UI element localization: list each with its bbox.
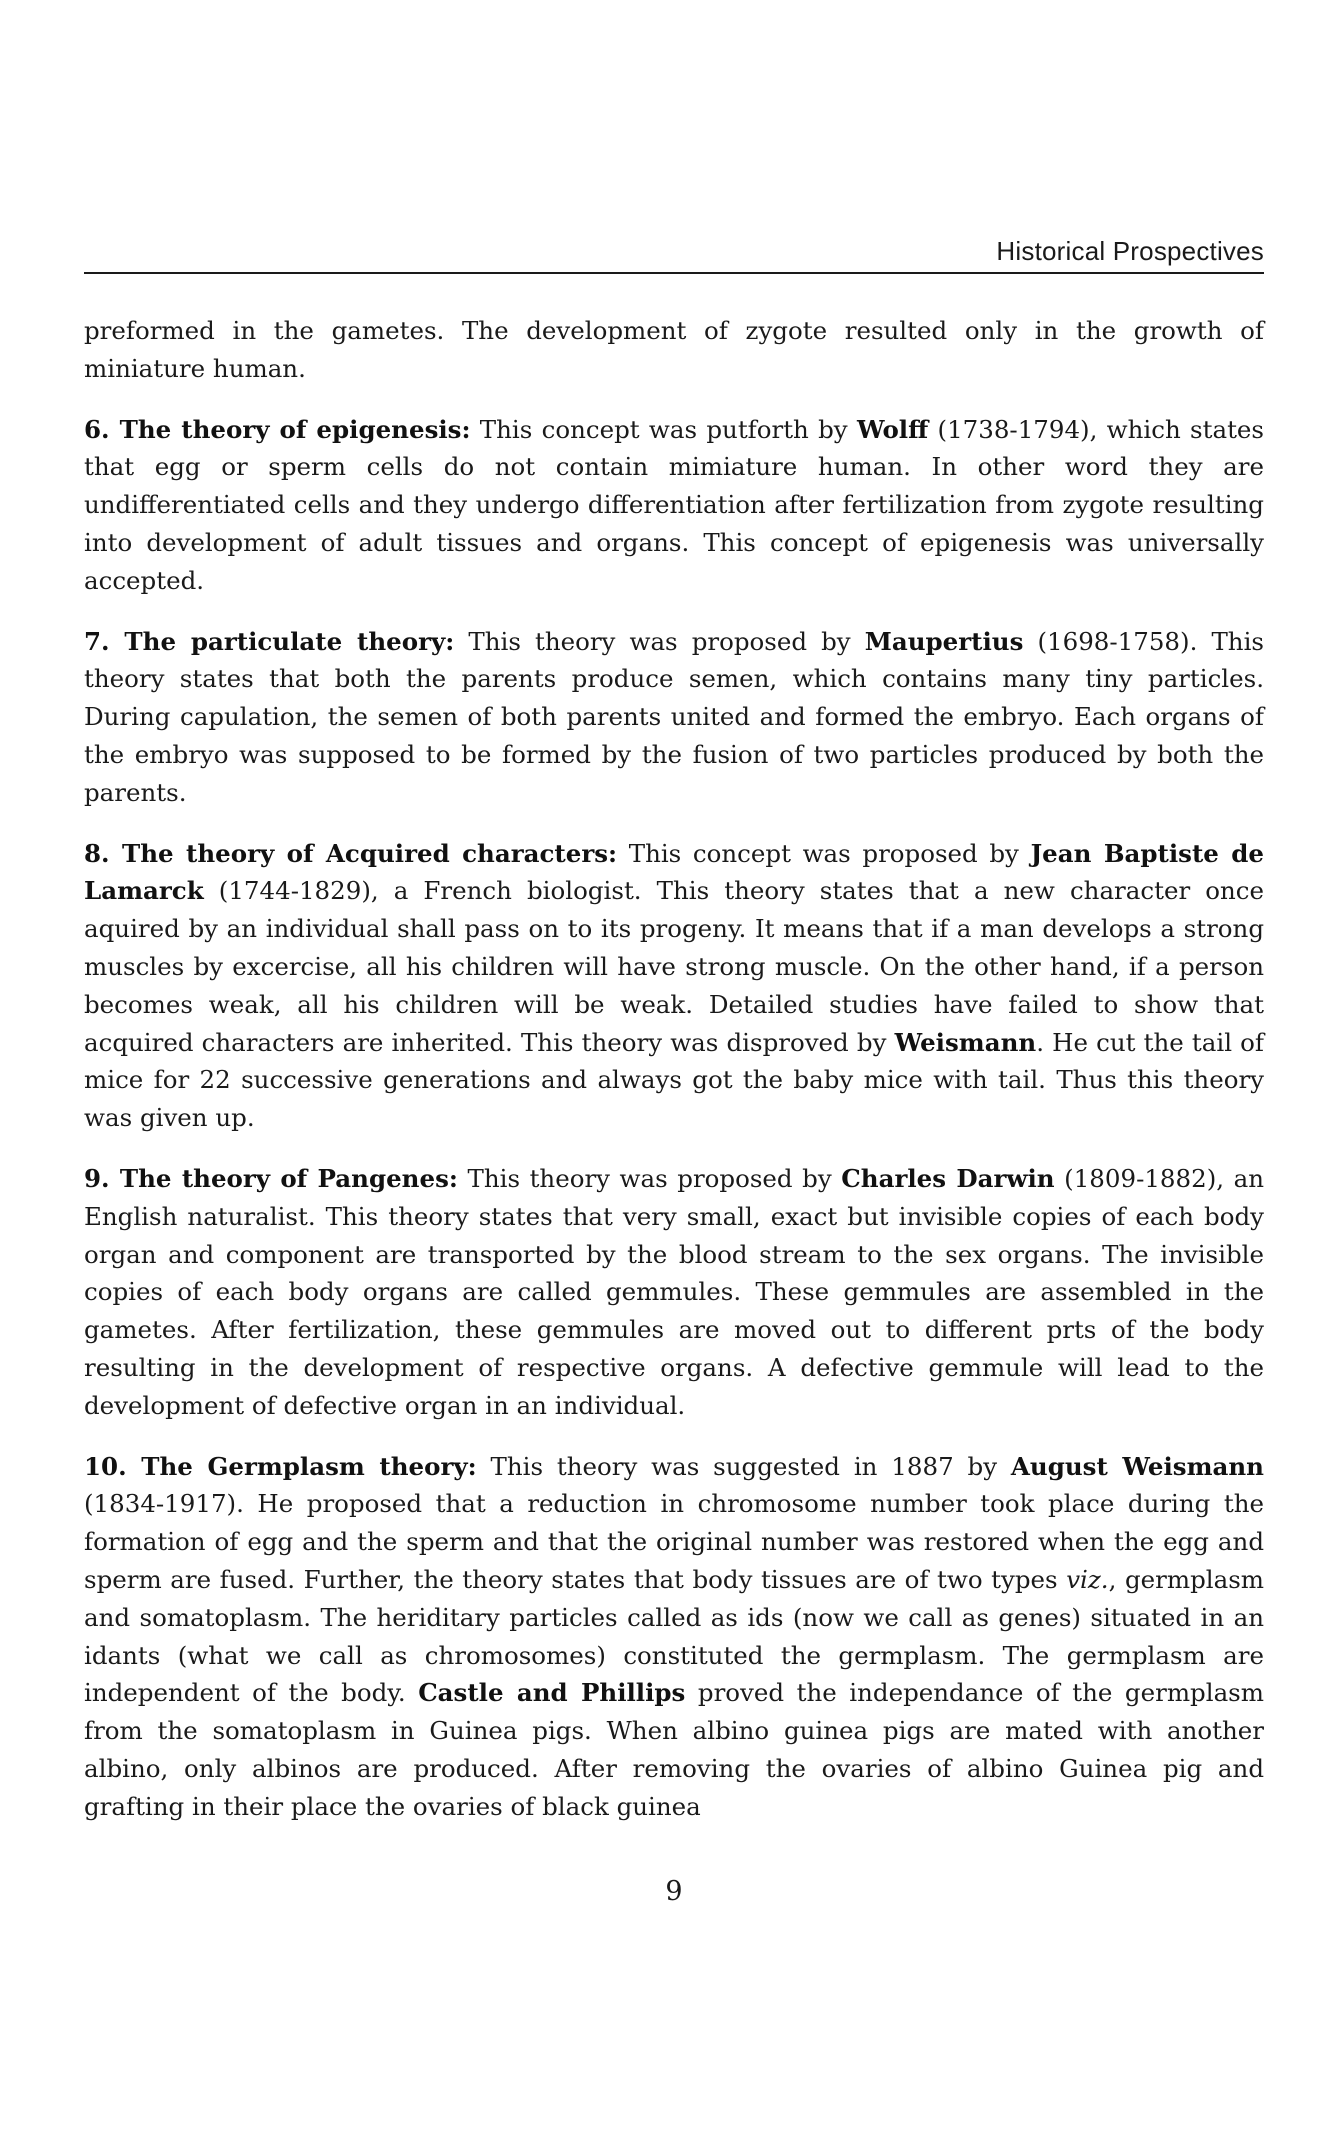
paragraph-text: proved the independance of the germplasm from the somatoplasm in Guinea pigs. When albino guinea pigs are mated with another albino, only albinos are produced. After removing the ovaries of albino Guinea pig and grafting in their place the ovaries of black guinea (84, 1678, 1264, 1821)
page-body (84, 312, 1264, 1848)
person-name: Castle and Phillips (418, 1678, 686, 1708)
person-name: Weismann (894, 1027, 1037, 1057)
section-heading: 7. The particulate theory: (84, 626, 455, 656)
paragraph-text: preformed in the gametes. The development of zygote resulted only in the growth of miniature human. (84, 316, 1264, 383)
section-heading: 10. The Germplasm theory: (84, 1451, 477, 1481)
person-name: August Weismann (1010, 1451, 1264, 1481)
header-rule (84, 272, 1264, 274)
paragraph-germplasm (84, 1448, 1264, 1826)
italic-term: viz. (1066, 1564, 1109, 1594)
paragraph-text: (1834-1917). He proposed that a reduction in chromosome number took place during the formation of egg and the sperm and that the original number was restored when the egg and sperm are fused. Further, the theory states that body tissues are of two types (84, 1489, 1264, 1594)
paragraph-text: This concept was proposed by (617, 838, 1031, 868)
person-name: Jean Baptiste de Lamarck (84, 838, 1265, 906)
section-heading: 9. The theory of Pangenes: (84, 1163, 458, 1193)
section-heading: 8. The theory of Acquired characters: (84, 838, 618, 868)
running-header: Historical Prospectives (996, 236, 1264, 266)
person-name: Charles Darwin (841, 1163, 1055, 1193)
paragraph-pangenes (84, 1160, 1264, 1425)
paragraph-acquired-characters (84, 835, 1264, 1137)
paragraph-text: This concept was putforth by (470, 414, 857, 444)
paragraph-text: , germplasm and somatoplasm. The heriditary particles called as ids (now we call as genes) situated in an idants (what we call as chromosomes) constituted the germplasm. The germplasm are independent of the body. (84, 1564, 1264, 1708)
paragraph-epigenesis (84, 411, 1264, 600)
paragraph-particulate (84, 623, 1264, 812)
paragraph-text: This theory was proposed by (457, 1163, 842, 1193)
person-name: Maupertius (864, 626, 1024, 656)
paragraph-text: (1744-1829), a French biologist. This theory states that a new character once aquired by an individual shall pass on to its progeny. It means that if a man develops a strong muscles by excercise, all his children will have strong muscle. On the other hand, if a person becomes weak, all his children will be weak. Detailed studies have failed to show that acquired characters are inherited. This theory was disproved by (84, 876, 1264, 1057)
paragraph-text: This theory was suggested in 1887 by (476, 1451, 1011, 1481)
section-heading: 6. The theory of epigenesis: (84, 414, 471, 444)
paragraph-text: (1809-1882), an English naturalist. This theory states that very small, exact but invisible copies of each body organ and component are transported by the blood stream to the sex organs. The invisible copies of each body organs are called gemmules. These gemmules are assembled in the gametes. After fertilization, these gemmules are moved out to different prts of the body resulting in the development of respective organs. A defective gemmule will lead to the development of defective organ in an individual. (84, 1163, 1264, 1420)
paragraph-text: (1738-1794), which states that egg or sperm cells do not contain mimiature human. In other word they are undifferentiated cells and they undergo differentiation after fertilization from zygote resulting into development of adult tissues and organs. This concept of epigenesis was universally accepted. (84, 414, 1265, 595)
paragraph-text: This theory was proposed by (454, 626, 865, 656)
person-name: Wolff (856, 414, 929, 444)
paragraph-continuation (84, 312, 1264, 388)
paragraph-text: (1698-1758). This theory states that both the parents produce semen, which contains many tiny particles. During capulation, the semen of both parents united and formed the embryo. Each organs of the embryo was supposed to be formed by the fusion of two particles produced by both the parents. (84, 626, 1264, 807)
paragraph-text: . He cut the tail of mice for 22 successive generations and always got the baby mice with tail. Thus this theory was given up. (84, 1027, 1264, 1133)
page-number: 9 (665, 1876, 683, 1907)
